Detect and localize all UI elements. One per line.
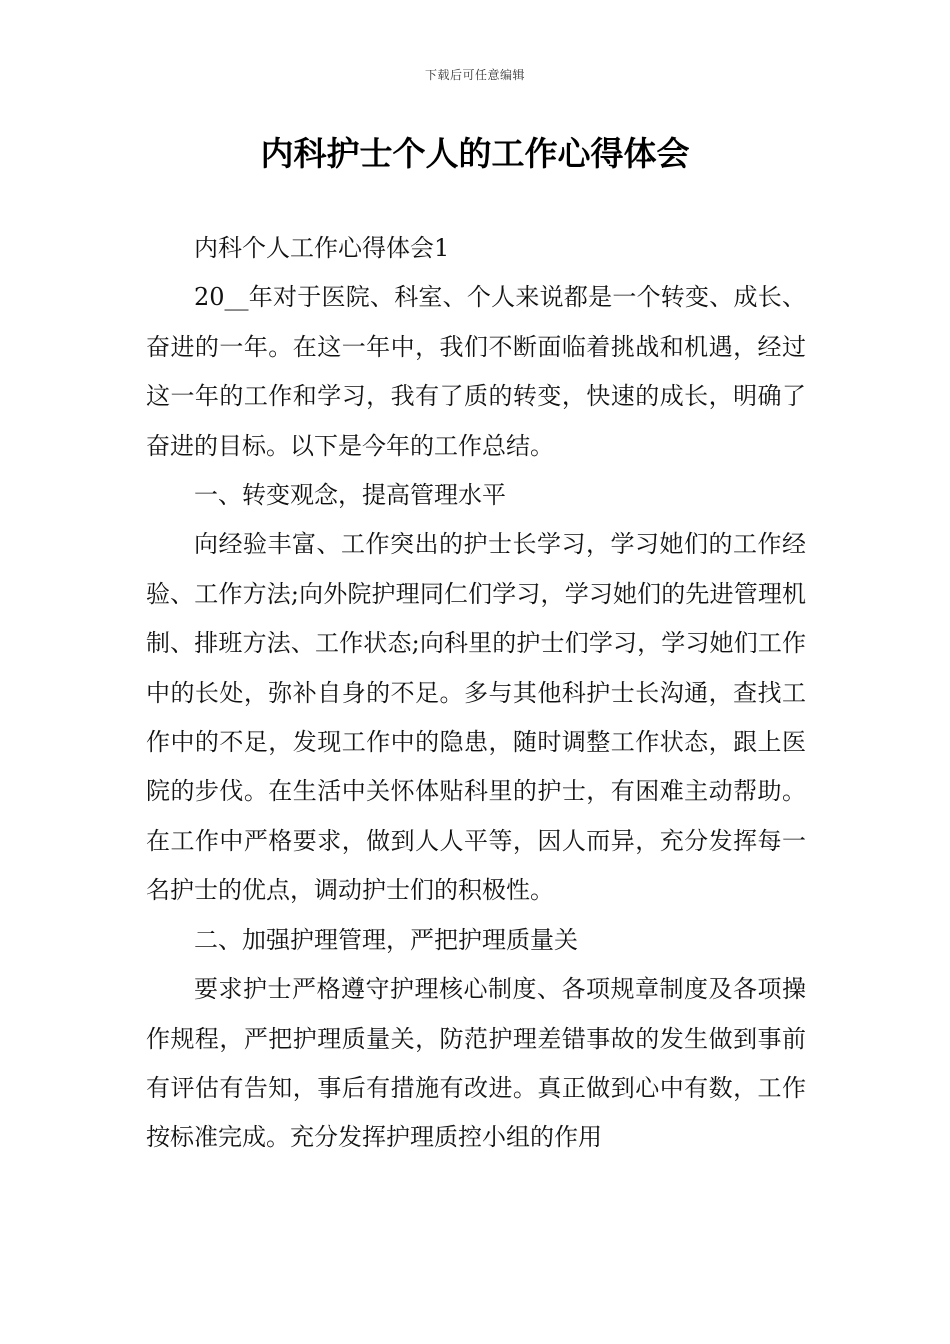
- document-body: [146, 224, 806, 1163]
- section-heading: 一、转变观念，提高管理水平: [194, 481, 506, 510]
- header-note: 下载后可任意编辑: [424, 68, 525, 82]
- body-paragraph: 要求护士严格遵守护理核心制度、各项规章制度及各项操作规程，严把护理质量关，防范护理差错事故的发生做到事前有评估有告知，事后有措施有改进。真正做到心中有数，工作按标准完成。充分发挥护理质控小组的作用: [146, 975, 806, 1152]
- body-paragraph: 向经验丰富、工作突出的护士长学习，学习她们的工作经验、工作方法;向外院护理同仁们学习，学习她们的先进管理机制、排班方法、工作状态;向科里的护士们学习，学习她们工作中的长处，弥补自身的不足。多与其他科护士长沟通，查找工作中的不足，发现工作中的隐患，随时调整工作状态，跟上医院的步伐。在生活中关怀体贴科里的护士，有困难主动帮助。在工作中严格要求，做到人人平等，因人而异，充分发挥每一名护士的优点，调动护士们的积极性。: [146, 530, 806, 905]
- document-title: 内科护士个人的工作心得体会: [260, 134, 690, 173]
- section-heading: 内科个人工作心得体会1: [194, 234, 450, 262]
- body-paragraph: 20__年对于医院、科室、个人来说都是一个转变、成长、奋进的一年。在这一年中，我们不断面临着挑战和机遇，经过这一年的工作和学习，我有了质的转变，快速的成长，明确了奋进的目标。以下是今年的工作总结。: [146, 283, 806, 460]
- section-heading: 二、加强护理管理，严把护理质量关: [194, 925, 578, 954]
